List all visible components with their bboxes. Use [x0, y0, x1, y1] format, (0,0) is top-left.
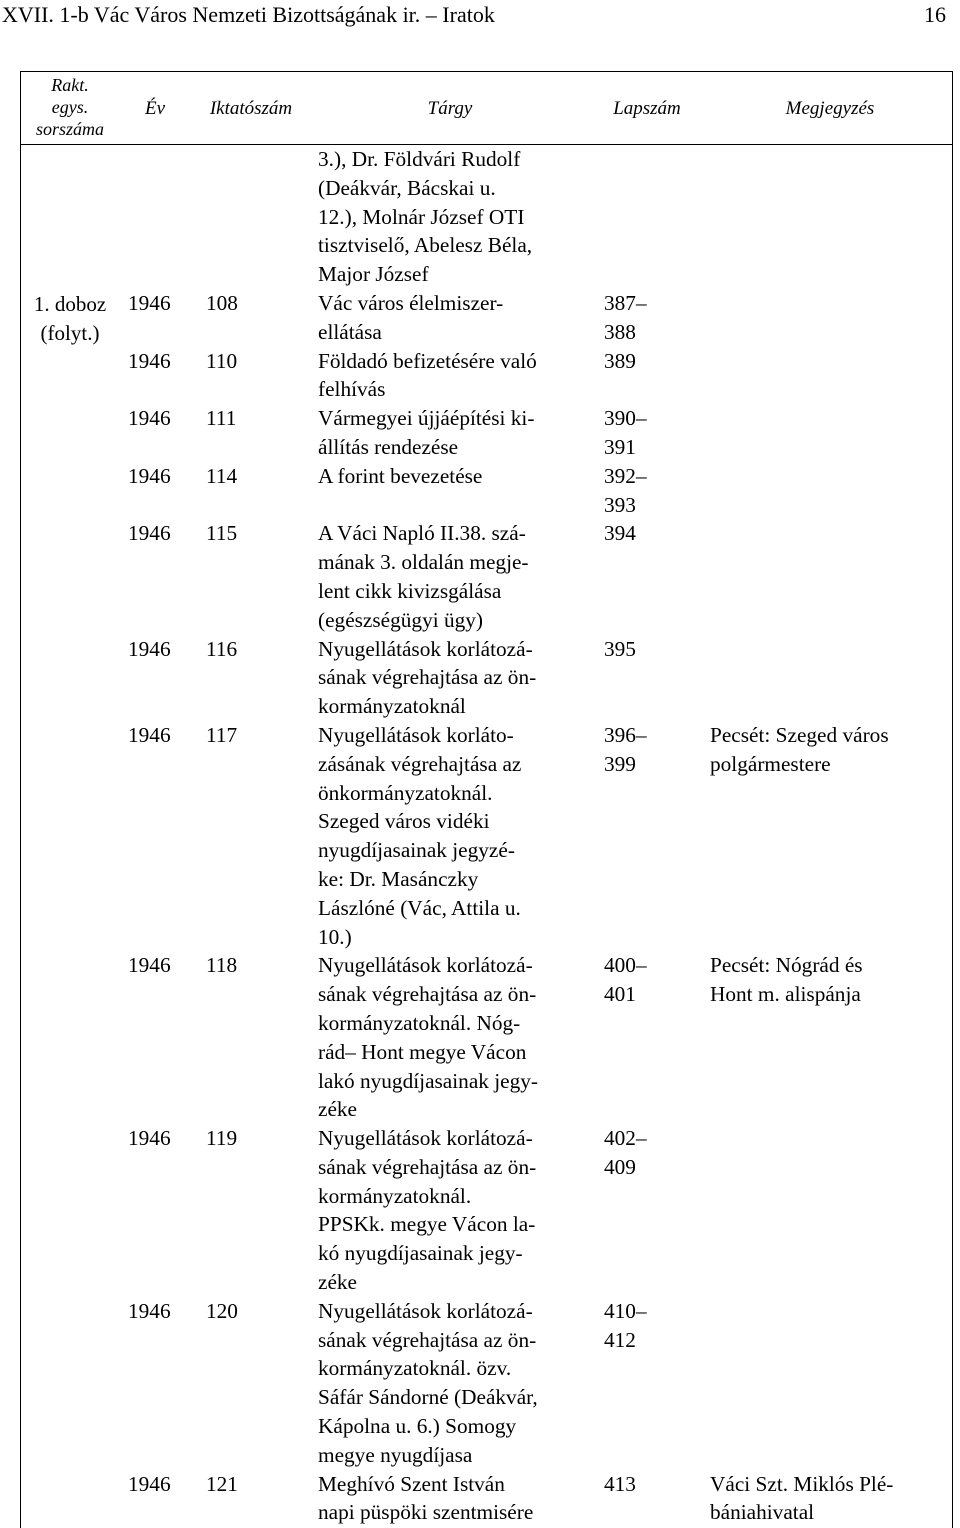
lapszam-line: 392– [604, 463, 647, 488]
cell-ev: 1946 [128, 463, 171, 488]
targy-line: sának végrehajtása az ön- [318, 665, 537, 690]
header-rakt-line: Rakt. [51, 75, 89, 95]
megjegyzes-line: Pecsét: Szeged város [710, 722, 889, 747]
cell-iktatoszam: 114 [206, 463, 238, 488]
header-lapszam: Lapszám [613, 98, 681, 119]
cell-targy [318, 347, 586, 405]
targy-line: ellátása [318, 319, 382, 344]
table-row [0, 1124, 960, 1297]
targy-line: Sáfár Sándorné (Deákvár, [318, 1385, 538, 1410]
targy-line: ke: Dr. Masánczky [318, 866, 479, 891]
cell-ev: 1946 [128, 1471, 171, 1496]
targy-line: Kápolna u. 6.) Somogy [318, 1414, 517, 1439]
targy-line: Nyugellátások korlátozá- [318, 636, 533, 661]
targy-line: rád– Hont megye Vácon [318, 1039, 527, 1064]
cell-targy [318, 519, 586, 634]
table-row [0, 289, 960, 347]
targy-line: Major József [318, 262, 429, 287]
cell-ev: 1946 [128, 1298, 171, 1323]
cell-iktatoszam: 117 [206, 722, 238, 747]
targy-line: zéke [318, 1097, 358, 1122]
cell-ev: 1946 [128, 722, 171, 747]
targy-line: lent cikk kivizsgálása [318, 578, 502, 603]
targy-line: Vác város élelmiszer- [318, 290, 504, 315]
table-row [0, 519, 960, 634]
running-head [0, 2, 960, 32]
table-row [0, 635, 960, 721]
targy-line: nyugdíjasainak jegyzé- [318, 838, 515, 863]
cell-megjegyzes [710, 1470, 940, 1528]
targy-line: PPSKk. megye Vácon la- [318, 1212, 536, 1237]
cell-lapszam [604, 519, 684, 548]
targy-line: sának végrehajtása az ön- [318, 982, 537, 1007]
targy-line: sának végrehajtása az ön- [318, 1327, 537, 1352]
table-row [0, 1297, 960, 1470]
cell-lapszam [604, 462, 684, 520]
targy-line: Nyugellátások korlátozá- [318, 953, 533, 978]
cell-ev: 1946 [128, 406, 171, 431]
cell-lapszam [604, 1470, 684, 1499]
header-iktatoszam: Iktatószám [209, 98, 293, 119]
lapszam-line: 401 [604, 982, 636, 1007]
targy-line: Földadó befizetésére való [318, 348, 537, 373]
cell-ev: 1946 [128, 953, 171, 978]
cell-iktatoszam: 118 [206, 953, 238, 978]
targy-line: önkormányzatoknál. [318, 780, 493, 805]
header-ev: Év [144, 98, 166, 119]
targy-line: (Deákvár, Bácskai u. [318, 175, 496, 200]
cell-lapszam [604, 635, 684, 664]
lapszam-line: 402– [604, 1126, 647, 1151]
lapszam-line: 410– [604, 1298, 647, 1323]
cell-lapszam [604, 951, 684, 1009]
cell-targy [318, 635, 586, 721]
lapszam-line: 400– [604, 953, 647, 978]
cell-ev: 1946 [128, 1126, 171, 1151]
lapszam-line: 399 [604, 751, 636, 776]
cell-targy [318, 1470, 586, 1528]
targy-line: Meghívó Szent István [318, 1471, 505, 1496]
targy-line: 3.), Dr. Földvári Rudolf [318, 147, 521, 171]
targy-line: felhívás [318, 377, 386, 402]
cell-lapszam [604, 1124, 684, 1182]
lapszam-line: 387– [604, 290, 647, 315]
lapszam-line: 412 [604, 1327, 636, 1352]
cell-ev: 1946 [128, 348, 171, 373]
targy-line: megye nyugdíjasa [318, 1442, 473, 1467]
targy-line: mának 3. oldalán megje- [318, 550, 529, 575]
cell-lapszam [604, 721, 684, 779]
table-body [0, 145, 960, 1527]
table-row [0, 347, 960, 405]
targy-line: Lászlóné (Vác, Attila u. [318, 895, 521, 920]
targy-line: A Váci Napló II.38. szá- [318, 521, 526, 546]
cell-megjegyzes [710, 721, 940, 779]
cell-iktatoszam: 115 [206, 521, 238, 546]
targy-line: kormányzatoknál [318, 694, 466, 719]
lapszam-line: 396– [604, 722, 647, 747]
lapszam-line: 394 [604, 521, 636, 546]
cell-ev: 1946 [128, 290, 171, 315]
targy-line: napi püspöki szentmisére [318, 1500, 534, 1525]
cell-targy [318, 951, 586, 1124]
table-row [0, 462, 960, 520]
targy-line [318, 491, 586, 520]
cell-lapszam [604, 404, 684, 462]
storage-unit-line: (folyt.) [40, 321, 100, 345]
header-megjegyzes: Megjegyzés [785, 98, 875, 119]
megjegyzes-line: bániahivatal [710, 1500, 815, 1525]
targy-line: Vármegyei újjáépítési ki- [318, 406, 535, 431]
targy-line: kormányzatoknál. Nóg- [318, 1010, 521, 1035]
cell-targy [318, 145, 586, 289]
megjegyzes-line: Hont m. alispánja [710, 982, 861, 1007]
table-row [0, 721, 960, 951]
targy-line: Nyugellátások korláto- [318, 722, 514, 747]
cell-targy [318, 289, 586, 347]
cell-targy [318, 1124, 586, 1297]
targy-line: zéke [318, 1270, 358, 1295]
running-head-title: XVII. 1-b Vác Város Nemzeti Bizottságának ir. – Iratok [2, 2, 495, 27]
table-row [0, 1470, 960, 1528]
cell-ev: 1946 [128, 636, 171, 661]
targy-line: kó nyugdíjasainak jegy- [318, 1241, 523, 1266]
header-targy: Tárgy [427, 98, 473, 119]
targy-line: sának végrehajtása az ön- [318, 1154, 537, 1179]
lapszam-line: 413 [604, 1471, 636, 1496]
targy-line: kormányzatoknál. özv. [318, 1356, 512, 1381]
targy-line: 10.) [318, 924, 352, 949]
lapszam-line: 388 [604, 319, 636, 344]
table-row [0, 404, 960, 462]
cell-iktatoszam: 110 [206, 348, 238, 373]
targy-line: kormányzatoknál. [318, 1183, 472, 1208]
lapszam-line: 395 [604, 636, 636, 661]
lapszam-line: 393 [604, 492, 636, 517]
table-row [0, 951, 960, 1124]
cell-targy [318, 1297, 586, 1470]
targy-line: 12.), Molnár József OTI [318, 204, 525, 229]
targy-line: A forint bevezetése [318, 463, 483, 488]
lapszam-line: 390– [604, 406, 647, 431]
cell-targy [318, 721, 586, 951]
targy-line: zásának végrehajtása az [318, 751, 522, 776]
cell-iktatoszam: 121 [206, 1471, 238, 1496]
storage-unit-line: 1. doboz [33, 292, 107, 316]
header-rakt-line: sorszáma [35, 119, 105, 139]
megjegyzes-line: Pecsét: Nógrád és [710, 953, 863, 978]
cell-iktatoszam: 111 [206, 406, 237, 431]
table-row [0, 145, 960, 289]
lapszam-line: 409 [604, 1154, 636, 1179]
targy-line: tisztviselő, Abelesz Béla, [318, 233, 533, 258]
cell-megjegyzes [710, 951, 940, 1009]
cell-iktatoszam: 119 [206, 1126, 238, 1151]
targy-line: állítás rendezése [318, 434, 459, 459]
cell-targy [318, 462, 586, 520]
lapszam-line: 391 [604, 434, 636, 459]
targy-line: (egészségügyi ügy) [318, 607, 483, 632]
header-rakt-line: egys. [51, 97, 89, 117]
cell-iktatoszam: 108 [206, 290, 238, 315]
cell-iktatoszam: 116 [206, 636, 238, 661]
lapszam-line: 389 [604, 348, 636, 373]
cell-ev: 1946 [128, 521, 171, 546]
cell-lapszam [604, 289, 684, 347]
targy-line: Nyugellátások korlátozá- [318, 1126, 533, 1151]
header-rakt-egys [20, 74, 120, 140]
cell-lapszam [604, 347, 684, 376]
targy-line: Szeged város vidéki [318, 809, 490, 834]
megjegyzes-line: polgármestere [710, 751, 831, 776]
cell-iktatoszam: 120 [206, 1298, 238, 1323]
cell-lapszam [604, 1297, 684, 1355]
page-number: 16 [924, 2, 946, 27]
megjegyzes-line: Váci Szt. Miklós Plé- [710, 1471, 894, 1496]
targy-line: lakó nyugdíjasainak jegy- [318, 1068, 539, 1093]
cell-targy [318, 404, 586, 462]
targy-line: Nyugellátások korlátozá- [318, 1298, 533, 1323]
